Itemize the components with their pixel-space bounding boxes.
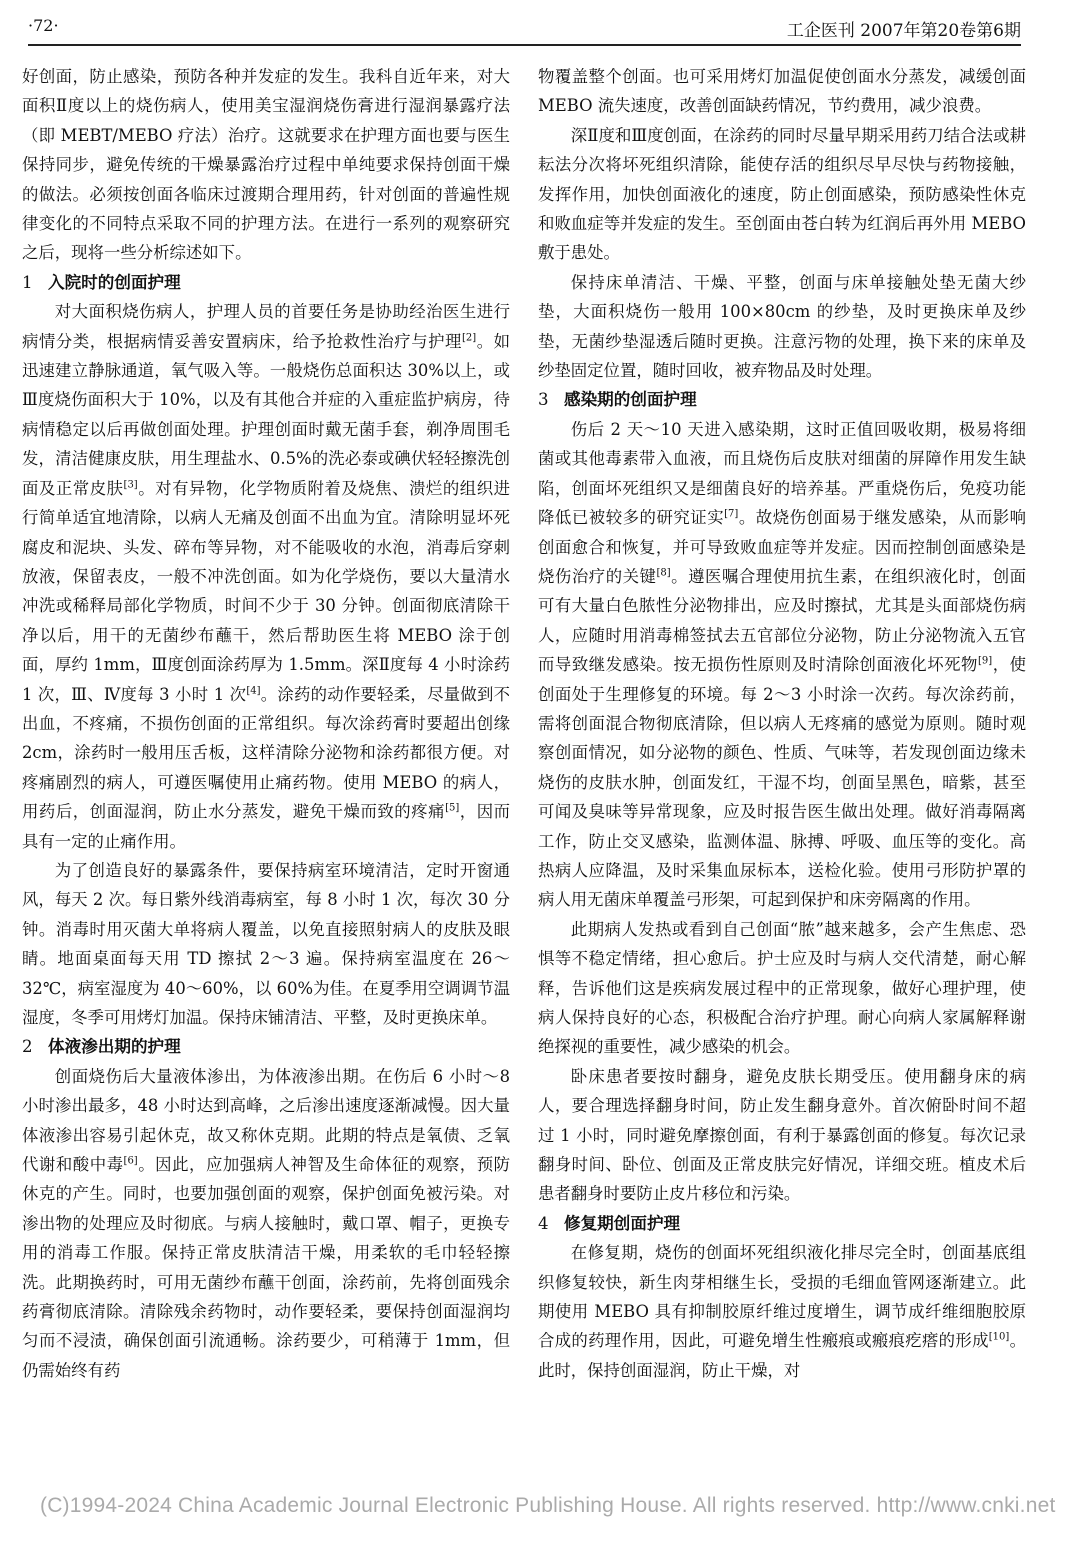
debridement-paragraph: 深Ⅱ度和Ⅲ度创面，在涂药的同时尽量早期采用药刀结合法或耕耘法分次将坏死组织清除，能使存活的组织尽早尽快与药物接触，发挥作用，加快创面液化的速度，防止创面感染，预防感染性休克和败血症等并发症的发生。至创面由苍白转为红润后再外用 MEBO 敷于患处。 xyxy=(538,125,1026,263)
section-2-number: 2 xyxy=(22,1037,33,1057)
journal-info: 工企医刊 2007年第20卷第6期 xyxy=(786,21,1021,41)
section-3-heading xyxy=(538,385,1026,414)
intro-paragraph: 好创面，防止感染，预防各种并发症的发生。我科自近年来，对大面积Ⅱ度以上的烧伤病人，使用美宝湿润烧伤膏进行湿润暴露疗法（即 MEBT/MEBO 疗法）治疗。这就要求在护理方面也要与医生保持同步，避免传统的干燥暴露治疗过程中单纯要求保持创面干燥的做法。必须按创面各临床过渡期合理用药，针对创面的普遍性规律变化的不同特点采取不同的护理方法。在进行一系列的观察研究之后，现将一些分析综述如下。 xyxy=(22,67,510,263)
section-1-number: 1 xyxy=(22,272,33,292)
text-run: 。对有异物，化学物质附着及烧焦、溃烂的组织进行简单适宜地清除，以病人无痛及创面不出血为宜。清除明显坏死腐皮和泥块、头发、碎布等异物，对不能吸收的水泡，消毒后穿刺放液，保留表皮，一般不冲洗创面。如为化学烧伤，要以大量清水冲洗或稀释局部化学物质，时间不少于 30 分钟。创面彻底清除干净以后，用干的无菌纱布蘸干，然后帮助医生将 MEBO 涂于创面，厚约 1mm，Ⅲ度创面涂药厚为 1.5mm。深Ⅱ度每 4 小时涂药 1 次，Ⅲ、Ⅳ度每 3 小时 1 次 xyxy=(22,478,511,704)
text-run: 在修复期，烧伤的创面坏死组织液化排尽完全时，创面基底组织修复较快，新生肉芽相继生长，受损的毛细血管网逐渐建立。此期使用 MEBO 具有抑制胶原纤维过度增生，调节成纤维细胞胶原合成的药理作用，因此，可避免增生性瘢痕或瘢痕疙瘩的形成 xyxy=(538,1243,1026,1351)
section-4-heading xyxy=(538,1209,1026,1238)
section-2-heading xyxy=(22,1032,510,1061)
text-run: 。此时，保持创面湿润，防止干燥，对 xyxy=(538,1331,1027,1380)
text-run: 。如迅速建立静脉通道，氧气吸入等。一般烧伤总面积达 30%以上，或Ⅲ度烧伤面积大于 10%，以及有其他合并症的入重症监护病房，待病情稳定以后再做创面处理。护理创面时戴无菌手套，剃净周围毛发，清洁健康皮肤，用生理盐水、0.5%的洗必泰或碘伏轻轻擦洗创面及正常皮肤 xyxy=(22,331,511,498)
citation: [3] xyxy=(123,479,138,491)
section-4-paragraph-1 xyxy=(538,1238,1026,1385)
text-run: 。遵医嘱合理使用抗生素，在组织液化时，创面可有大量白色脓性分泌物排出，应及时擦拭，尤其是头面部烧伤病人，应随时用消毒棉签拭去五官部位分泌物，防止分泌物流入五官而导致继发感染。按无损伤性原则及时清除创面液化坏死物 xyxy=(538,566,1027,675)
citation: [5] xyxy=(445,802,460,814)
text-run: 。故烧伤创面易于继发感染，从而影响创面愈合和恢复，并可导致败血症等并发症。因而控制创面感染是烧伤治疗的关键 xyxy=(538,508,1027,586)
text-run: 创面烧伤后大量液体渗出，为体液渗出期。在伤后 6 小时～8 小时渗出最多，48 小时达到高峰，之后渗出速度逐渐减慢。因大量体液渗出容易引起休克，故又称休克期。此期的特点是氧债、乏氧代谢和酸中毒 xyxy=(22,1066,510,1175)
citation: [4] xyxy=(246,685,261,697)
section-4-number: 4 xyxy=(538,1213,549,1233)
section-1-paragraph-1 xyxy=(22,297,510,856)
section-3-paragraph-3: 卧床患者要按时翻身，避免皮肤长期受压。使用翻身床的病人，要合理选择翻身时间，防止发生翻身意外。首次俯卧时间不超过 1 小时，同时避免摩擦创面，有利于暴露创面的修复。每次记录翻身时间、卧位、创面及正常皮肤完好情况，详细交班。植皮术后患者翻身时要防止皮片移位和污染。 xyxy=(538,1066,1026,1204)
section-1-paragraph-2: 为了创造良好的暴露条件，要保持病室环境清洁，定时开窗通风，每天 2 次。每日紫外线消毒病室，每 8 小时 1 次，每次 30 分钟。消毒时用灭菌大单将病人覆盖，以免直接照射病人的皮肤及眼睛。地面桌面每天用 TD 擦拭 2～3 遍。保持病室温度在 26～32℃，病室湿度为 40～60%，以 60%为佳。在夏季用空调调节温湿度，冬季可用烤灯加温。保持床铺清洁、平整，及时更换床单。 xyxy=(22,860,510,1027)
citation: [7] xyxy=(724,508,739,520)
citation: [8] xyxy=(656,567,671,579)
section-4-title: 修复期创面护理 xyxy=(564,1212,681,1233)
citation: [10] xyxy=(988,1332,1010,1343)
text-run: 。涂药的动作要轻柔，尽量做到不出血，不疼痛，不损伤创面的正常组织。每次涂药膏时要超出创缘 2cm，涂药时一般用压舌板，这样清除分泌物和涂药都很方便。对疼痛剧烈的病人，可遵医嘱使用止痛药物。使用 MEBO 的病人，用药后，创面湿润，防止水分蒸发，避免干燥而致的疼痛 xyxy=(22,684,510,822)
text-run: ，使创面处于生理修复的环境。每 2～3 小时涂一次药。每次涂药前，需将创面混合物彻底清除，但以病人无疼痛的感觉为原则。随时观察创面情况，如分泌物的颜色、性质、气味等，若发现创面边缘未烧伤的皮肤水肿，创面发红，干湿不均，创面呈黑色，暗紫，甚至可闻及臭味等异常现象，应及时报告医生做出处理。做好消毒隔离工作，防止交叉感染，监测体温、脉搏、呼吸、血压等的变化。高热病人应降温，及时采集血尿标本，送检化验。使用弓形防护罩的病人用无菌床单覆盖弓形架，可起到保护和床旁隔离的作用。 xyxy=(538,655,1027,910)
citation: [9] xyxy=(977,655,993,667)
section-3-paragraph-2: 此期病人发热或看到自己创面“脓”越来越多，会产生焦虑、恐惧等不稳定情绪，担心愈后。护士应及时与病人交代清楚，耐心解释，告诉他们这是疾病发展过程中的正常现象，做好心理护理，使病人保持良好的心态，积极配合治疗护理。耐心向病人家属解释谢绝探视的重要性，减少感染的机会。 xyxy=(538,919,1026,1057)
section-3-number: 3 xyxy=(538,390,549,410)
text-run: 对大面积烧伤病人，护理人员的首要任务是协助经治医生进行病情分类，根据病情妥善安置病床，给予抢救性治疗与护理 xyxy=(22,302,510,351)
text-run: ，因而具有一定的止痛作用。 xyxy=(22,802,511,851)
copyright-watermark: (C)1994-2024 China Academic Journal Electronic Publishing House. All rights reserved. http://www.cnki.net xyxy=(40,1494,1056,1517)
citation: [2] xyxy=(461,332,477,344)
page-header xyxy=(28,10,1021,46)
section-3-title: 感染期的创面护理 xyxy=(564,389,697,410)
page-number: ·72· xyxy=(28,16,59,35)
continuation-paragraph: 物覆盖整个创面。也可采用烤灯加温促使创面水分蒸发，减缓创面 MEBO 流失速度，改善创面缺药情况，节约费用，减少浪费。 xyxy=(538,67,1026,116)
left-column xyxy=(22,62,510,1385)
bedding-paragraph: 保持床单清洁、干燥、平整，创面与床单接触处垫无菌大纱垫，大面积烧伤一般用 100×80cm 的纱垫，及时更换床单及纱垫，无菌纱垫湿透后随时更换。注意污物的处理，换下来的床单及纱垫固定位置，随时回收，被弃物品及时处理。 xyxy=(538,272,1026,381)
text-run: 伤后 2 天～10 天进入感染期，这时正值回吸收期，极易将细菌或其他毒素带入血液，而且烧伤后皮肤对细菌的屏障作用发生缺陷，创面坏死组织又是细菌良好的培养基。严重烧伤后，免疫功能降低已被较多的研究证实 xyxy=(538,419,1026,528)
section-1-title: 入院时的创面护理 xyxy=(48,271,181,292)
text-run: 。因此，应加强病人神智及生命体征的观察，预防休克的产生。同时，也要加强创面的观察，保护创面免被污染。对渗出物的处理应及时彻底。与病人接触时，戴口罩、帽子，更换专用的消毒工作服。保持正常皮肤清洁干燥，用柔软的毛巾轻轻擦洗。此期换药时，可用无菌纱布蘸干创面，涂药前，先将创面残余药膏彻底清除。清除残余药物时，动作要轻柔，要保持创面湿润均匀而不浸渍，确保创面引流通畅。涂药要少，可稍薄于 1mm，但仍需始终有药 xyxy=(22,1155,511,1380)
section-2-title: 体液渗出期的护理 xyxy=(48,1036,181,1057)
section-2-paragraph-1 xyxy=(22,1062,510,1385)
right-column xyxy=(538,62,1026,1385)
section-3-paragraph-1 xyxy=(538,415,1026,915)
section-1-heading xyxy=(22,268,510,297)
citation: [6] xyxy=(123,1155,138,1167)
